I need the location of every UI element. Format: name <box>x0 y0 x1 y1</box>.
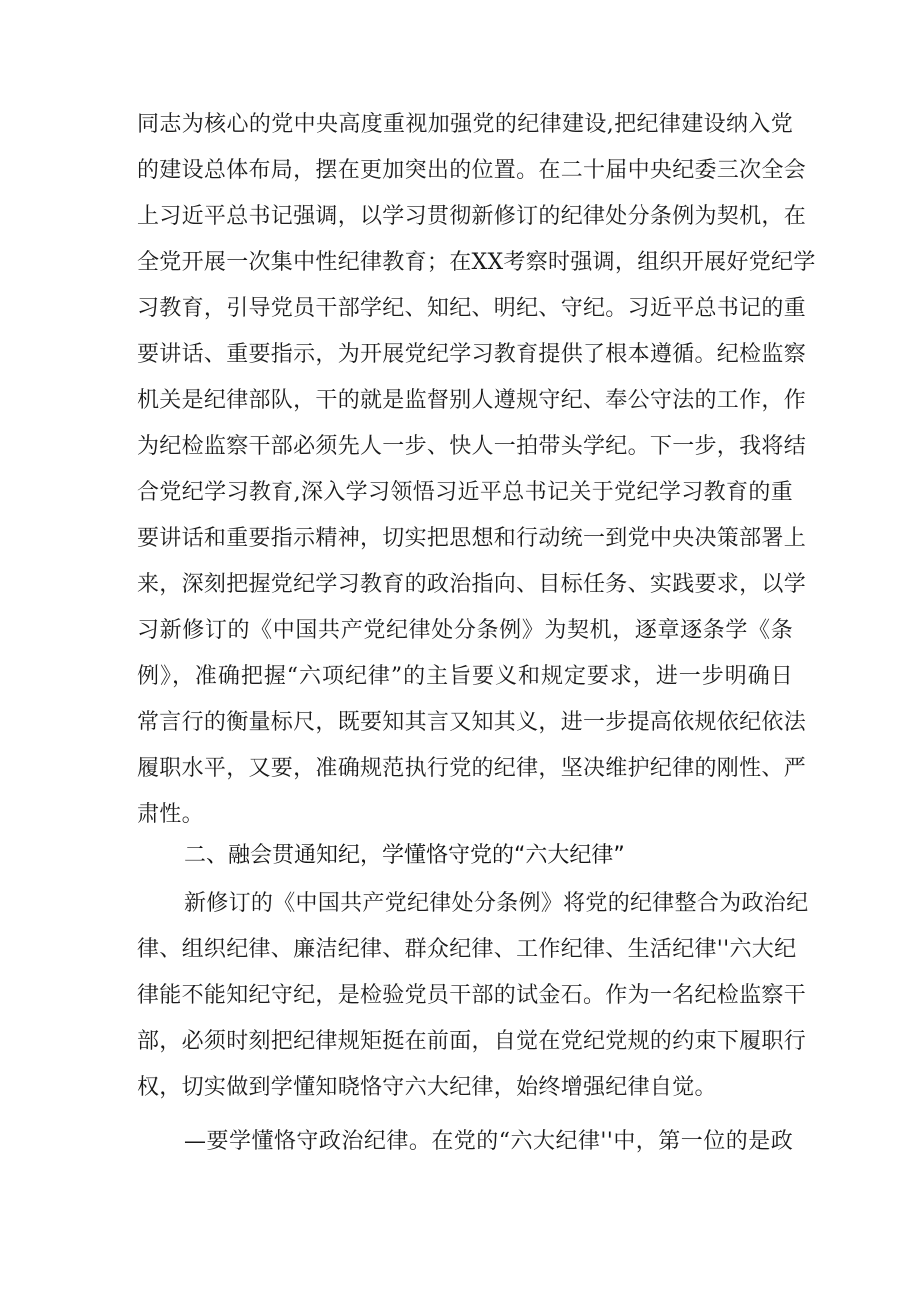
text-line: 全党开展一次集中性纪律教育；在XX考察时强调，组织开展好党纪学 <box>137 250 816 275</box>
text-line: 权，切实做到学懂知晓恪守六大纪律，始终增强纪律自觉。 <box>137 1075 717 1100</box>
text-line: 为纪检监察干部必须先人一步、快人一拍带头学纪。下一步，我将结 <box>137 434 807 459</box>
text-line: 要讲话和重要指示精神，切实把思想和行动统一到党中央决策部署上 <box>137 526 807 551</box>
text-line: 习新修订的《中国共产党纪律处分条例》为契机，逐章逐条学《条 <box>137 618 793 643</box>
body-paragraph-2 <box>137 881 809 1111</box>
text-line: 要讲话、重要指示，为开展党纪学习教育提供了根本遵循。纪检监察 <box>137 342 807 367</box>
text-line: 例》，准确把握“六项纪律”的主旨要义和规定要求，进一步明确日 <box>137 664 793 689</box>
text-line: 上习近平总书记强调，以学习贯彻新修订的纪律处分条例为契机，在 <box>137 204 807 229</box>
text-line: —要学懂恪守政治纪律。在党的“六大纪律''中，第一位的是政 <box>184 1129 793 1154</box>
text-line: 部，必须时刻把纪律规矩挺在前面，自觉在党纪党规的约束下履职行 <box>137 1029 807 1054</box>
text-line: 的建设总体布局，摆在更加突出的位置。在二十届中央纪委三次全会 <box>137 158 807 183</box>
text-line: 机关是纪律部队，干的就是监督别人遵规守纪、奉公守法的工作，作 <box>137 388 807 413</box>
text-line: 来，深刻把握党纪学习教育的政治指向、目标任务、实践要求，以学 <box>137 572 807 597</box>
text-line: 同志为核心的党中央高度重视加强党的纪律建设,把纪律建设纳入党 <box>137 112 793 137</box>
section-heading: 二、融会贯通知纪，学懂恪守党的“六大纪律” <box>184 843 625 868</box>
text-line: 律、组织纪律、廉洁纪律、群众纪律、工作纪律、生活纪律''六大纪 <box>137 937 797 962</box>
body-paragraph-3 <box>137 1119 793 1165</box>
text-line: 习教育，引导党员干部学纪、知纪、明纪、守纪。习近平总书记的重 <box>137 296 807 321</box>
text-line: 履职水平，又要，准确规范执行党的纪律，坚决维护纪律的刚性、严 <box>137 756 807 781</box>
body-paragraph-1 <box>137 102 816 838</box>
text-line: 合党纪学习教育,深入学习领悟习近平总书记关于党纪学习教育的重 <box>137 480 793 505</box>
text-line: 常言行的衡量标尺，既要知其言又知其义，进一步提高依规依纪依法 <box>137 710 807 735</box>
text-line: 律能不能知纪守纪，是检验党员干部的试金石。作为一名纪检监察干 <box>137 983 807 1008</box>
text-line: 肃性。 <box>137 802 204 827</box>
text-line: 新修订的《中国共产党纪律处分条例》将党的纪律整合为政治纪 <box>184 891 809 916</box>
